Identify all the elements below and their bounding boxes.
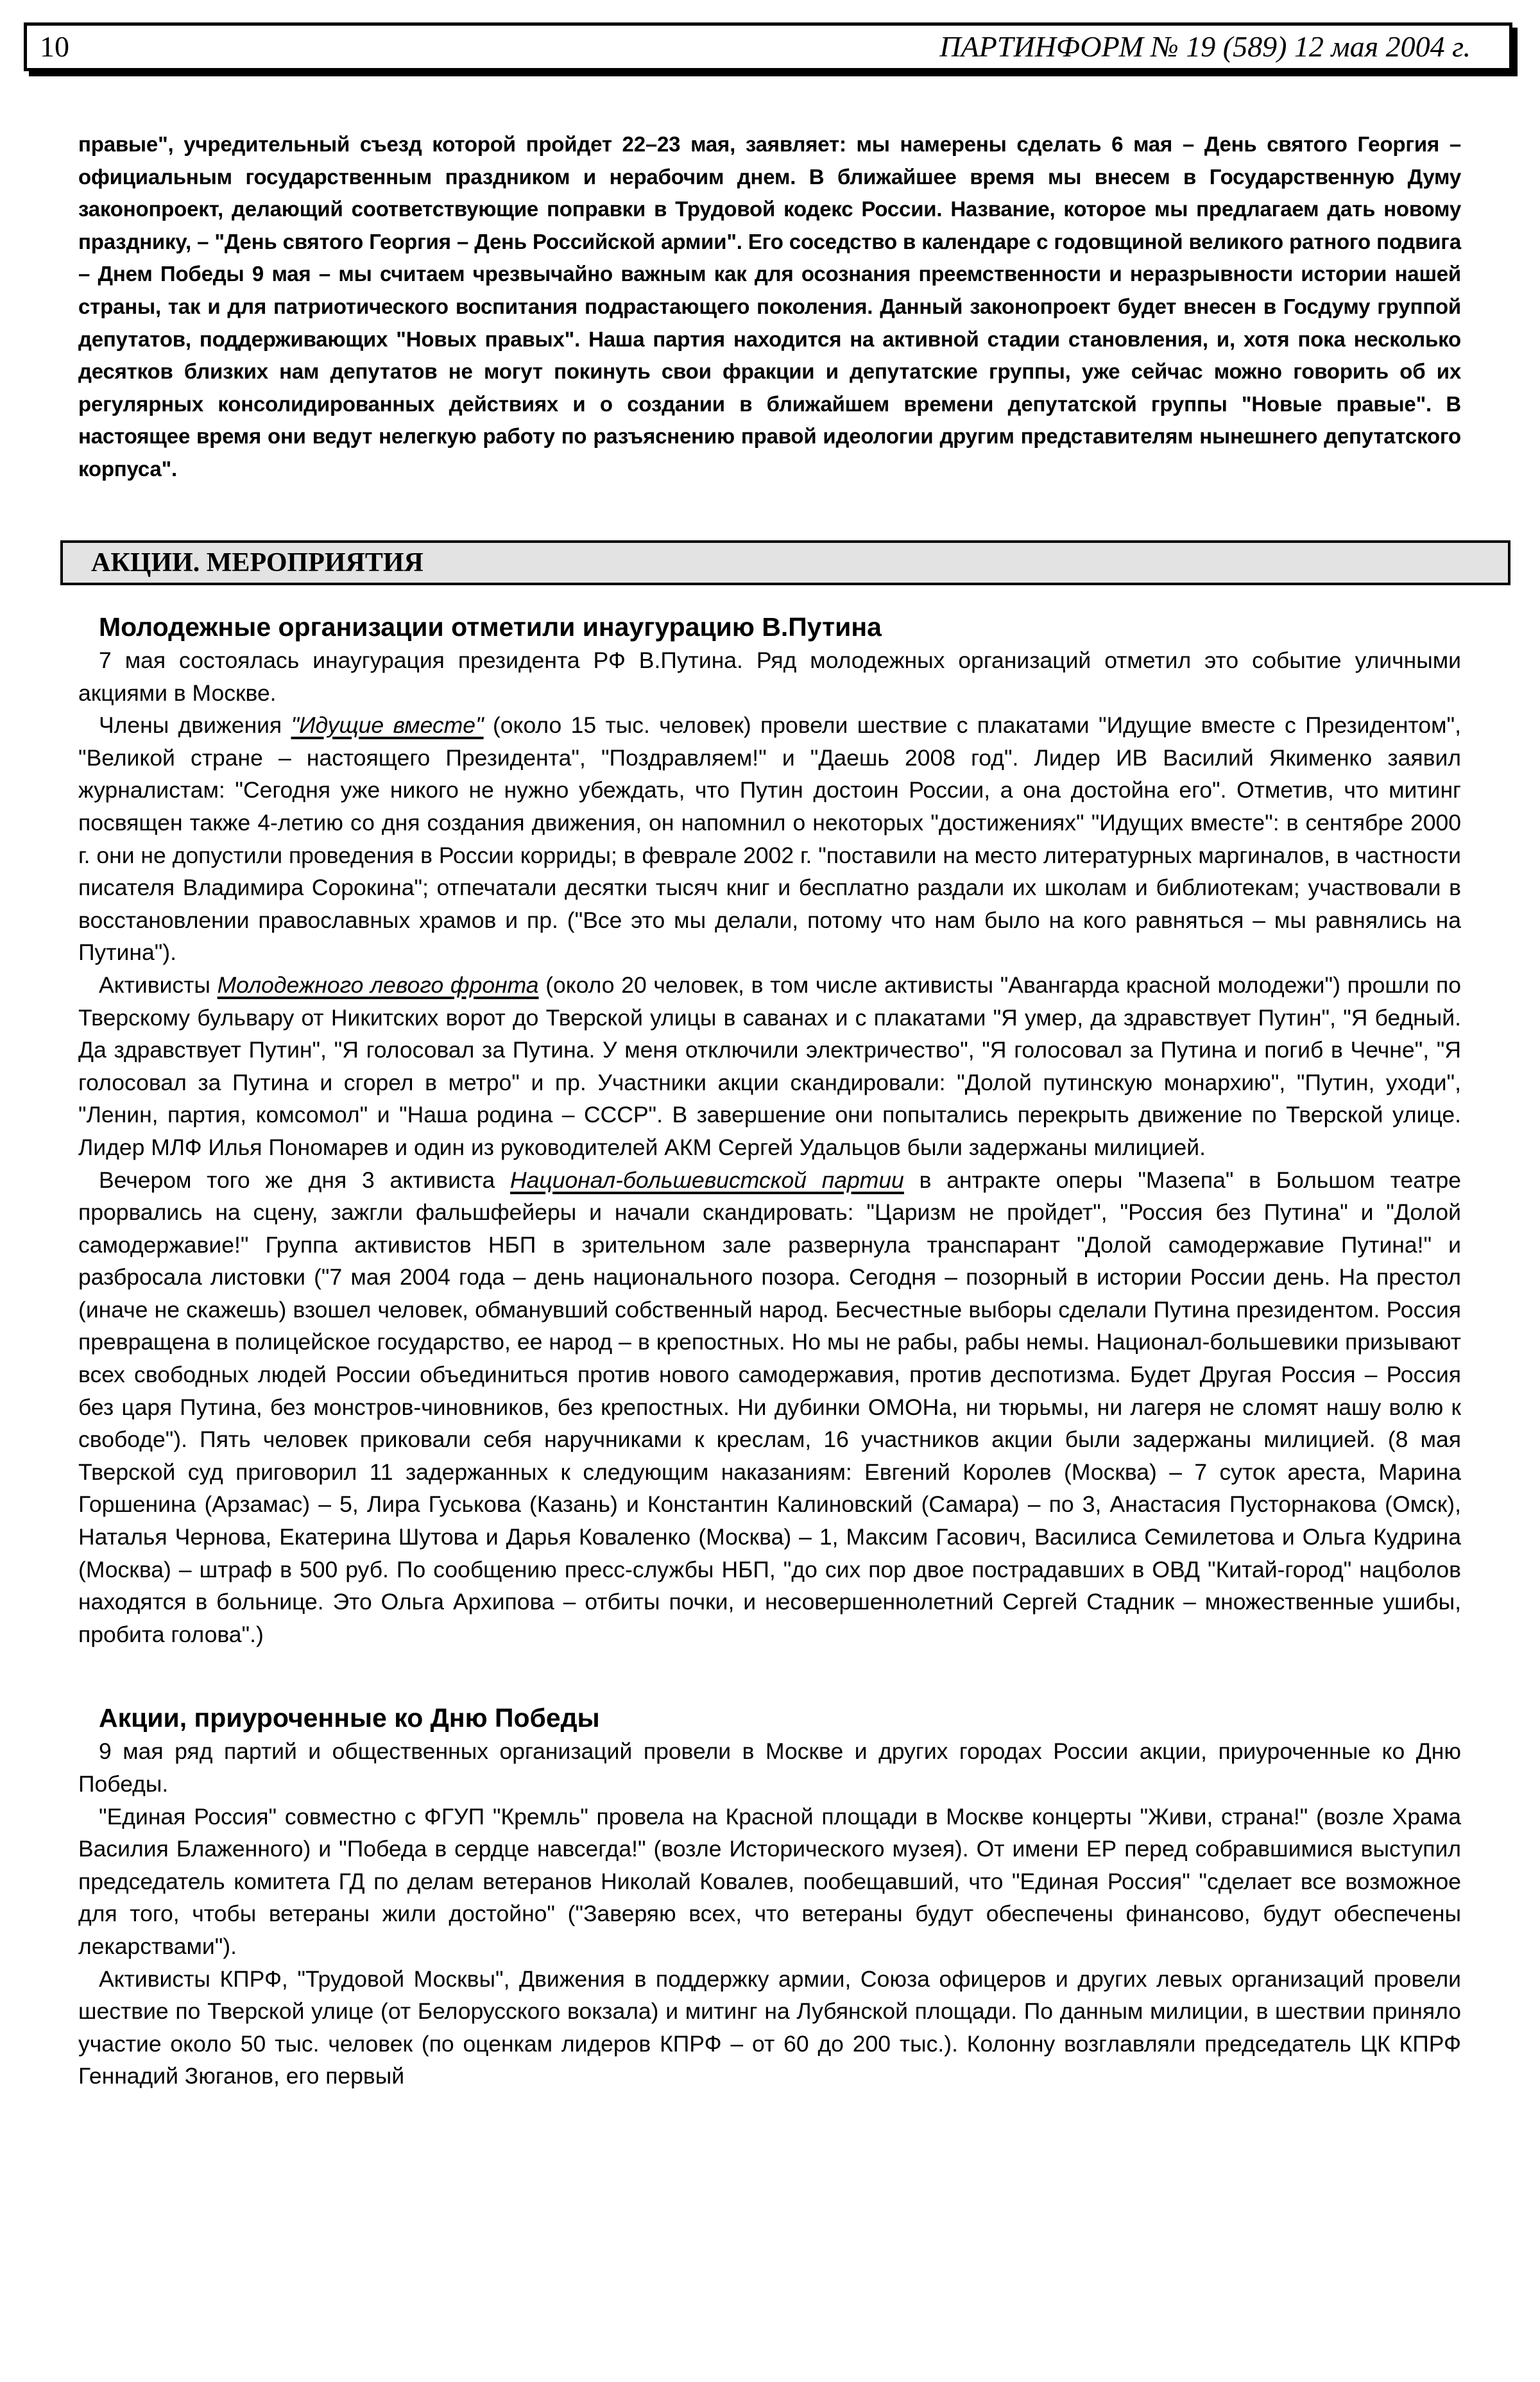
article-paragraph (78, 1164, 1461, 1651)
paragraph-text: Члены движения (99, 712, 291, 739)
paragraph-text: Активисты (99, 972, 218, 998)
lead-paragraph-block (78, 128, 1461, 486)
article-victory-day (78, 1701, 1461, 2093)
article-paragraph: 9 мая ряд партий и общественных организаций провели в Москве и других городах России акции, приуроченные ко Дню Победы. (78, 1738, 1461, 1797)
paragraph-text: Вечером того же дня 3 активиста (99, 1167, 511, 1193)
page-number: 10 (40, 30, 69, 63)
paragraph-text: в антракте оперы "Мазепа" в Большом театре прорвались на сцену, зажгли фальшфейеры и начали скандировать: "Царизм не пройдет", "Россия без Путина" и "Долой самодержавие!" Группа активистов НБП в зрительном зале развернула транспарант "Долой самодержавие Путина!" и разбросала листовки ("7 мая 2004 года – день национального позора. Сегодня – позорный в истории России день. На престол (иначе не скажешь) взошел человек, обманувший собственный народ. Бесчестные выборы сделали Путина президентом. Россия превращена в полицейское государство, ее народ – в крепостных. Но мы не рабы, рабы немы. Национал-большевики призывают всех свободных людей России объединиться против нового самодержавия, против деспотизма. Будет Другая Россия – Россия без царя Путина, без монстров-чиновников, без крепостных. Ни дубинки ОМОНа, ни тюрьмы, ни лагеря не сломят нашу волю к свободе"). Пять человек приковали себя наручниками к креслам, 16 участников акции были задержаны милицией. (8 мая Тверской суд приговорил 11 задержанных к следующим наказаниям: Евгений Королев (Москва) – 7 суток ареста, Марина Горшенина (Арзамас) – 5, Лира Гуськова (Казань) и Константин Калиновский (Самара) – по 3, Анастасия Пусторнакова (Омск), Наталья Чернова, Екатерина Шутова и Дарья Коваленко (Москва) – 1, Максим Гасович, Василиса Семилетова и Ольга Кудрина (Москва) – штраф в 500 руб. По сообщению пресс-службы НБП, "до сих пор двое пострадавших в ОВД "Китай-город" нацболов находятся в больнице. Это Ольга Архипова – отбиты почки, и несовершеннолетний Сергей Стадник – множественные ушибы, пробита голова".) (78, 1167, 1461, 1647)
page-header (24, 22, 1512, 71)
lead-paragraph: правые", учредительный съезд которой пройдет 22–23 мая, заявляет: мы намерены сделать 6 мая – День святого Георгия – официальным государственным праздником и нерабочим днем. В ближайшее время мы внесем в Государственную Думу законопроект, делающий соответствующие поправки в Трудовой кодекс России. Название, которое мы предлагаем дать новому празднику, – "День святого Георгия – День Российской армии". Его соседство в календаре с годовщиной великого ратного подвига – Днем Победы 9 мая – мы считаем чрезвычайно важным как для осознания преемственности и неразрывности истории нашей страны, так и для патриотического воспитания подрастающего поколения. Данный законопроект будет внесен в Госдуму группой депутатов, поддерживающих "Новых правых". Наша партия находится на активной стадии становления, и, хотя пока несколько десятков близких нам депутатов не могут покинуть свои фракции и депутатские группы, уже сейчас можно говорить об их регулярных консолидированных действиях и о создании в ближайшем времени депутатской группы "Новые правые". В настоящее время они ведут нелегкую работу по разъяснению правой идеологии другим представителям нынешнего депутатского корпуса". (78, 132, 1461, 481)
article-paragraph: "Единая Россия" совместно с ФГУП "Кремль" провела на Красной площади в Москве концерты "Живи, страна!" (возле Храма Василия Блаженного) и "Победа в сердце навсегда!" (возле Исторического музея). От имени ЕР перед собравшимися выступил председатель комитета ГД по делам ветеранов Николай Ковалев, пообещавший, что "Единая Россия" "сделает все возможное для того, чтобы ветераны жили достойно" ("Заверяю всех, что ветераны будут обеспечены финансово, будут обеспечены лекарствами"). (78, 1803, 1461, 1959)
article-title: Молодежные организации отметили инаугурацию В.Путина (99, 612, 882, 642)
paragraph-text: (около 15 тыс. человек) провели шествие с плакатами "Идущие вместе с Президентом", "Великой стране – настоящего Президента", "Поздравляем!" и "Даешь 2008 год". Лидер ИВ Василий Якименко заявил журналистам: "Сегодня уже никого не нужно убеждать, что Путин достоин России, а она достойна его". Отметив, что митинг посвящен также 4-летию со дня создания движения, он напомнил о некоторых "достижениях" "Идущих вместе": в сентябре 2000 г. они не допустили проведения в России корриды; в феврале 2002 г. "поставили на место литературных маргиналов, в частности писателя Владимира Сорокина"; отпечатали десятки тысяч книг и бесплатно раздали их школам и библиотекам; участвовали в восстановлении православных храмов и пр. ("Все это мы делали, потому что нам было на кого равняться – мы равнялись на Путина"). (78, 712, 1461, 966)
link-idushchie-vmeste[interactable]: "Идущие вместе" (291, 712, 484, 739)
link-nbp[interactable]: Национал-большевистской партии (510, 1167, 904, 1193)
link-molodezhny-levy-front[interactable]: Молодежного левого фронта (217, 972, 539, 998)
section-heading (60, 540, 1510, 585)
article-paragraph: 7 мая состоялась инаугурация президента РФ В.Путина. Ряд молодежных организаций отметил это событие уличными акциями в Москве. (78, 647, 1461, 706)
issue-title: ПАРТИНФОРМ № 19 (589) 12 мая 2004 г. (939, 30, 1471, 63)
articles (78, 610, 1461, 2093)
article-paragraph (78, 709, 1461, 969)
paragraph-text: (около 20 человек, в том числе активисты "Авангарда красной молодежи") прошли по Тверскому бульвару от Никитских ворот до Тверской улицы в саванах и с плакатами "Я умер, да здравствует Путин", "Я бедный. Да здравствует Путин", "Я голосовал за Путина. У меня отключили электричество", "Я голосовал за Путина и погиб в Чечне", "Я голосовал за Путина и сгорел в метро" и пр. Участники акции скандировали: "Долой путинскую монархию", "Путин, уходи", "Ленин, партия, комсомол" и "Наша родина – СССР". В завершение они попытались перекрыть движение по Тверской улице. Лидер МЛФ Илья Пономарев и один из руководителей АКМ Сергей Удальцов были задержаны милицией. (78, 972, 1461, 1160)
article-paragraph: Активисты КПРФ, "Трудовой Москвы", Движения в поддержку армии, Союза офицеров и других левых организаций провели шествие по Тверской улице (от Белорусского вокзала) и митинг на Лубянской площади. По данным милиции, в шествии приняло участие около 50 тыс. человек (по оценкам лидеров КПРФ – от 60 до 200 тыс.). Колонну возглавляли председатель ЦК КПРФ Геннадий Зюганов, его первый (78, 1966, 1461, 2089)
article-paragraph (78, 969, 1461, 1164)
article-title: Акции, приуроченные ко Дню Победы (99, 1703, 600, 1733)
article-inauguration (78, 610, 1461, 1650)
section-title: АКЦИИ. МЕРОПРИЯТИЯ (91, 548, 424, 578)
